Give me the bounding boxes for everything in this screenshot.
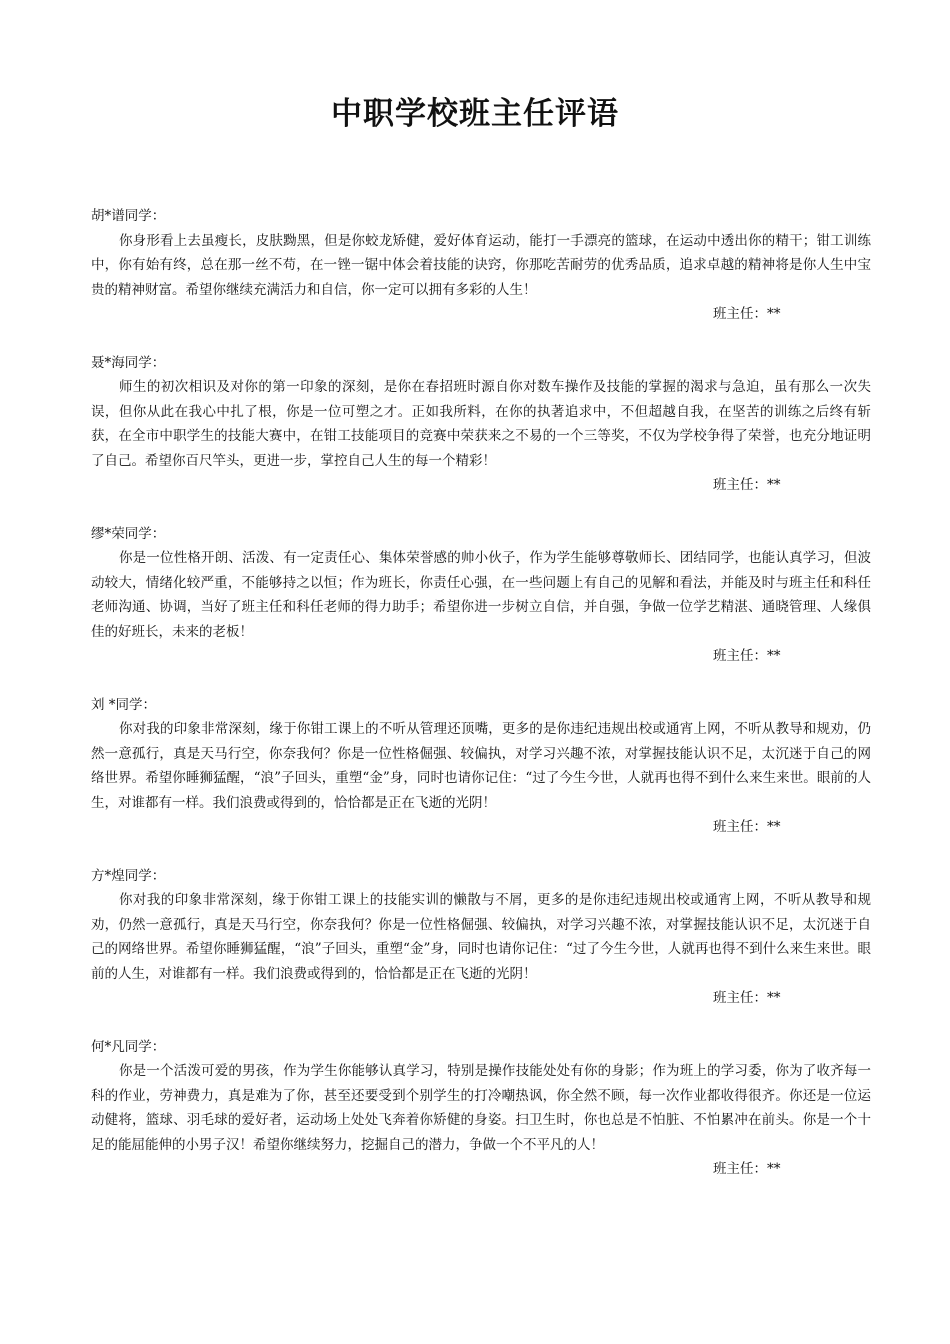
comment-entry <box>91 864 871 1011</box>
comment-entry <box>91 351 871 498</box>
comment-list <box>91 204 871 1206</box>
comment-entry <box>91 522 871 669</box>
comment-body: 你身形看上去虽瘦长，皮肤黝黑，但是你蛟龙矫健，爱好体育运动，能打一手漂亮的篮球，在运动中透出你的精干；钳工训练中，你有始有终，总在那一丝不苟，在一锉一锯中体会着技能的诀窍，你那吃苦耐劳的优秀品质，追求卓越的精神将是你人生中宝贵的精神财富。希望你继续充满活力和自信，你一定可以拥有多彩的人生！ <box>91 232 871 298</box>
teacher-signature: 班主任：** <box>713 477 781 493</box>
teacher-signature: 班主任：** <box>713 1161 781 1177</box>
teacher-signature: 班主任：** <box>713 648 781 664</box>
comment-body: 师生的初次相识及对你的第一印象的深刻，是你在春招班时源自你对数车操作及技能的掌握的渴求与急迫，虽有那么一次失误，但你从此在我心中扎了根，你是一位可塑之才。正如我所料，在你的执著追求中，不但超越自我，在坚苦的训练之后终有斩获，在全市中职学生的技能大赛中，在钳工技能项目的竞赛中荣获来之不易的一个三等奖，不仅为学校争得了荣誉，也充分地证明了自己。希望你百尺竿头，更进一步，掌控自己人生的每一个精彩！ <box>91 379 871 469</box>
teacher-signature: 班主任：** <box>713 306 781 322</box>
student-name: 刘 *同学： <box>91 696 157 713</box>
comment-body: 你是一位性格开朗、活泼、有一定责任心、集体荣誉感的帅小伙子，作为学生能够尊敬师长、团结同学，也能认真学习，但波动较大，情绪化较严重，不能够持之以恒；作为班长，你责任心强，在一些问题上有自己的见解和看法，并能及时与班主任和科任老师沟通、协调，当好了班主任和科任老师的得力助手；希望你进一步树立自信，并自强，争做一位学艺精湛、通晓管理、人缘俱佳的好班长，未来的老板！ <box>91 550 871 640</box>
comment-body: 你对我的印象非常深刻，缘于你钳工课上的技能实训的懒散与不屑，更多的是你违纪违规出校或通宵上网，不听从教导和规劝，仍然一意孤行，真是天马行空，你奈我何？你是一位性格倔强、较偏执，对学习兴趣不浓，对掌握技能认识不足，太沉迷于自己的网络世界。希望你睡狮猛醒，“浪”子回头，重塑“金”身，同时也请你记住：“过了今生今世，人就再也得不到什么来生来世。眼前的人生，对谁都有一样。我们浪费或得到的，恰恰都是正在飞逝的光阴！ <box>91 892 871 982</box>
student-name: 胡*谱同学： <box>91 208 166 224</box>
student-name: 何*凡同学： <box>91 1038 166 1055</box>
teacher-signature: 班主任：** <box>713 819 781 835</box>
comment-entry <box>91 204 871 327</box>
comment-body: 你是一个活泼可爱的男孩，作为学生你能够认真学习，特别是操作技能处处有你的身影；作为班上的学习委，你为了收齐每一科的作业，劳神费力，真是难为了你，甚至还要受到个别学生的打冷嘲热讽，你全然不顾，每一次作业都收得很齐。你还是一位运动健将，篮球、羽毛球的爱好者，运动场上处处飞奔着你矫健的身姿。扫卫生时，你也总是不怕脏、不怕累冲在前头。你是一个十足的能屈能伸的小男子汉！希望你继续努力，挖掘自己的潜力，争做一个不平凡的人！ <box>91 1063 871 1153</box>
student-name: 方*煌同学： <box>91 867 166 884</box>
student-name: 聂*海同学： <box>91 354 166 371</box>
comment-body: 你对我的印象非常深刻，缘于你钳工课上的不听从管理还顶嘴，更多的是你违纪违规出校或通宵上网，不听从教导和规劝，仍然一意孤行，真是天马行空，你奈我何？你是一位性格倔强、较偏执，对学习兴趣不浓，对掌握技能认识不足，太沉迷于自己的网络世界。希望你睡狮猛醒，“浪”子回头，重塑“金”身，同时也请你记住：“过了今生今世，人就再也得不到什么来生来世。眼前的人生，对谁都有一样。我们浪费或得到的，恰恰都是正在飞逝的光阴！ <box>91 721 871 811</box>
document-title: 中职学校班主任评语 <box>331 96 619 132</box>
student-name: 缪*荣同学： <box>91 525 166 542</box>
teacher-signature: 班主任：** <box>713 990 781 1006</box>
comment-entry <box>91 693 871 840</box>
comment-entry <box>91 1035 871 1182</box>
